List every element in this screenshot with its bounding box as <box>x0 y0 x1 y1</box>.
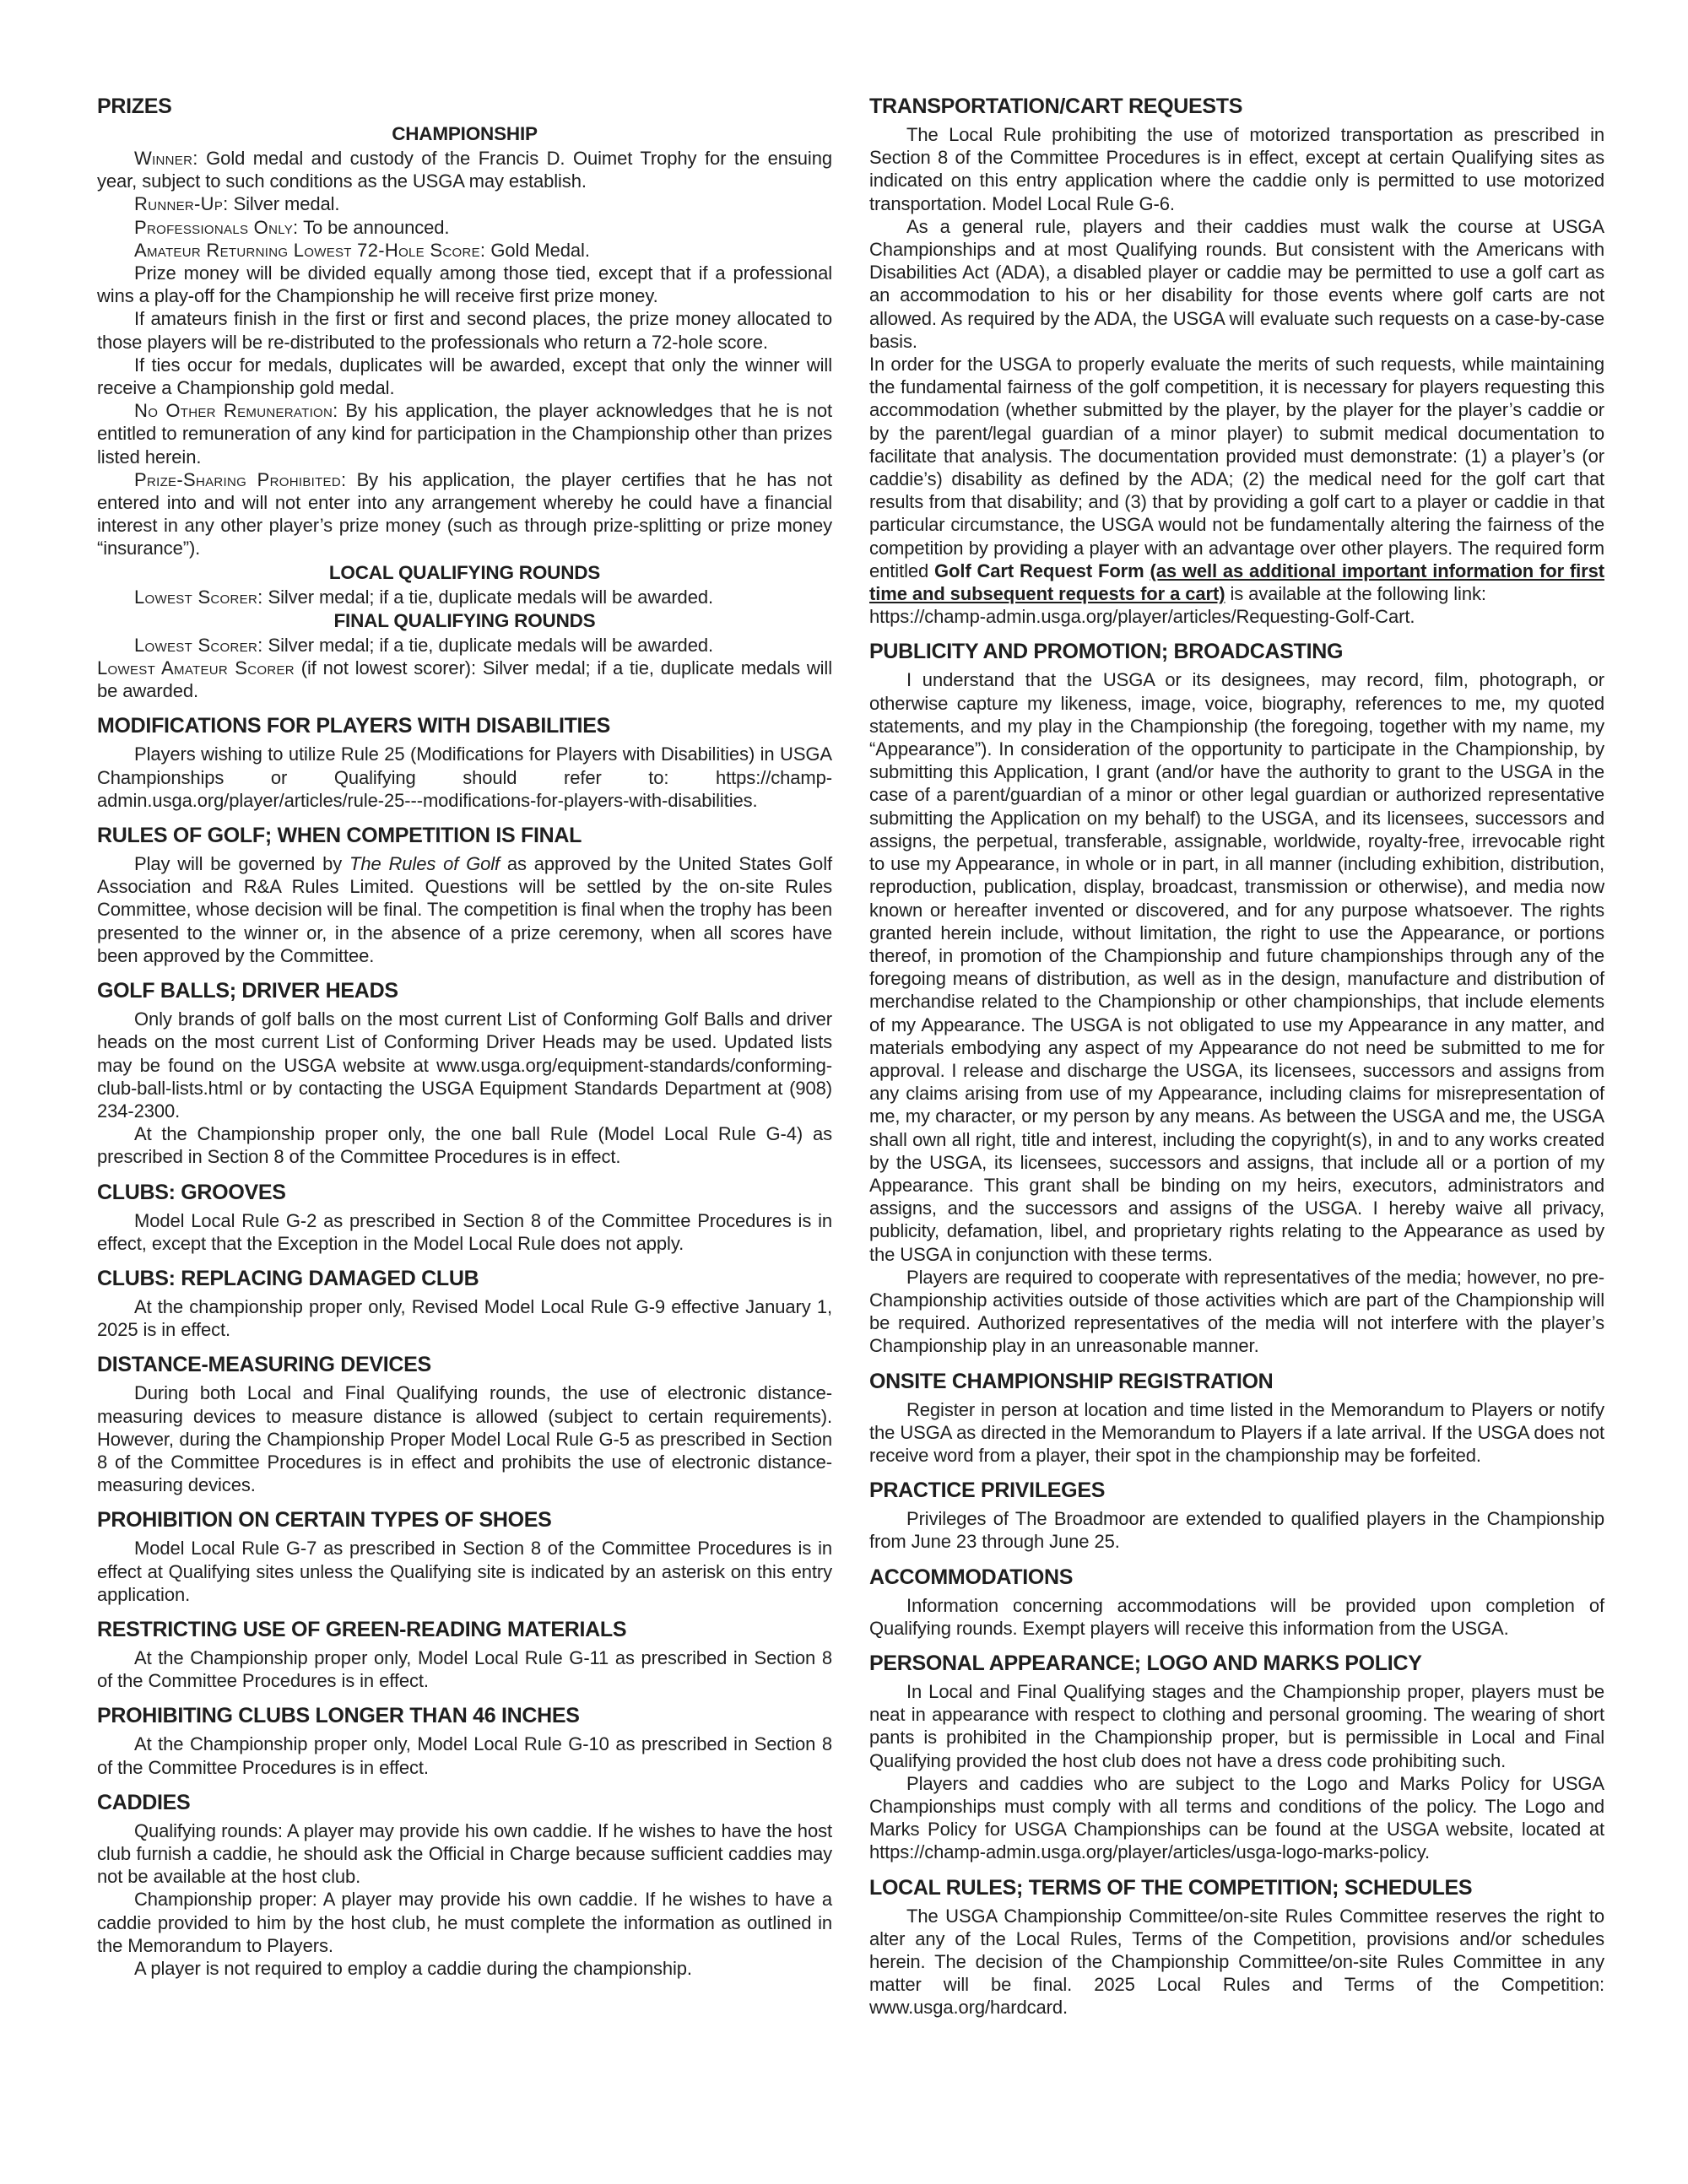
paragraph <box>97 1209 832 1255</box>
paragraph <box>97 1381 832 1496</box>
text-run: Model Local Rule G-2 as prescribed in Section 8 of the Committee Procedures is in effect, except that the Exception in the Model Local Rule does not apply. <box>97 1209 832 1254</box>
text-run: At the Championship proper only, Model Local Rule G-11 as prescribed in Section 8 of the Committee Procedures is in effect. <box>97 1646 832 1692</box>
section-heading: ONSITE CHAMPIONSHIP REGISTRATION <box>869 1369 1274 1393</box>
text-run: To be announced. <box>298 216 450 238</box>
section-heading: CLUBS: GROOVES <box>97 1180 286 1204</box>
section-heading: CLUBS: REPLACING DAMAGED CLUB <box>97 1266 479 1290</box>
paragraph <box>97 1819 832 1889</box>
paragraph <box>869 1594 1604 1640</box>
text-run: Championship proper: A player may provide his own caddie. If he wishes to have a caddie provided to him by the host club, he must complete the information as outlined in the Memorandum to Players. <box>97 1889 832 1956</box>
section-heading: PERSONAL APPEARANCE; LOGO AND MARKS POLICY <box>869 1651 1422 1675</box>
section-heading: DISTANCE-MEASURING DEVICES <box>97 1353 431 1377</box>
text-run: Model Local Rule G-7 as prescribed in Section 8 of the Committee Procedures is in effect at Qualifying sites unless the Qualifying site is indicated by an asterisk on this entry application. <box>97 1538 832 1605</box>
text-run: Players are required to cooperate with representatives of the media; however, no pre-Championship activities outside of those activities which are part of the Championship will be required. Authorized representatives of the media will not interfere with the player’s Championship play in an unreasonable manner. <box>869 1266 1604 1357</box>
text-run: At the championship proper only, Revised Model Local Rule G-9 effective January 1, 2025 is in effect. <box>97 1295 832 1341</box>
paragraph <box>869 1507 1604 1553</box>
text-run: Information concerning accommodations will be provided upon completion of Qualifying rounds. Exempt players will receive this information from the USGA. <box>869 1594 1604 1639</box>
text-run: Qualifying rounds: A player may provide his own caddie. If he wishes to have the host club furnish a caddie, he should ask the Official in Charge because sufficient caddies may not be available at the host club. <box>97 1819 832 1888</box>
paragraph <box>97 657 832 702</box>
text-run: If amateurs finish in the first or first and second places, the prize money allocated to those players will be re-distributed to the professionals who return a 72-hole score. <box>97 308 832 353</box>
paragraph <box>869 1680 1604 1772</box>
text-run: The USGA Championship Committee/on-site Rules Committee reserves the right to alter any of the Local Rules, Terms of the Competition, provisions and/or schedules herein. The decision of the Championship Committee/on-site Rules Committee in any matter will be final. 2025 Local Rules and Terms of the Competition: www.usga.org/hardcard. <box>869 1905 1604 2019</box>
text-run: Play will be governed by <box>134 853 350 875</box>
text-run: In Local and Final Qualifying stages and the Championship proper, players must be neat in appearance with respect to clothing and personal grooming. The wearing of short pants is prohibited in the Championship proper, but is permissible in Local and Final Qualifying provided the host club does not have a dress code prohibiting such. <box>869 1680 1604 1771</box>
small-caps-label: Professionals Only: <box>134 216 299 238</box>
section-heading: RESTRICTING USE OF GREEN-READING MATERIALS <box>97 1617 627 1641</box>
paragraph <box>869 353 1604 605</box>
paragraph <box>97 1888 832 1957</box>
paragraph <box>869 123 1604 215</box>
paragraph <box>97 1537 832 1606</box>
paragraph <box>869 1905 1604 2019</box>
paragraph <box>869 1266 1604 1358</box>
text-run: By his application, the player acknowledges that he is not entitled to remuneration of any kind for participation in the Championship other than prizes listed herein. <box>97 400 832 468</box>
paragraph <box>97 192 832 215</box>
italic-text: The Rules of Golf <box>349 853 500 875</box>
text-run: By his application, the player certifies that he has not entered into and will not enter into any arrangement whereby he could have a financial interest in any other player’s prize money (such as through prize-splitting or prize money “insurance”). <box>97 468 832 560</box>
text-run: Only brands of golf balls on the most current List of Conforming Golf Balls and driver heads on the most current List of Conforming Driver Heads may be used. Updated lists may be found on the USGA website at www.usga.org/equipment-standards/conforming-club-ball-lists.html or by contacting the USGA Equipment Standards Department at (908) 234-2300. <box>97 1008 832 1122</box>
small-caps-label: Winner: <box>134 148 198 169</box>
bold-underlined-text: (as well as additional important information for first time and subsequent requests for a cart) <box>869 560 1604 605</box>
section-heading: ACCOMMODATIONS <box>869 1565 1074 1589</box>
left-column <box>97 95 832 2019</box>
text-run: Register in person at location and time listed in the Memorandum to Players or notify the USGA as directed in the Memorandum to Players if a late arrival. If the USGA does not receive word from a player, their spot in the championship may be forfeited. <box>869 1398 1604 1466</box>
paragraph <box>869 1398 1604 1468</box>
paragraph <box>97 852 832 967</box>
text-run: as approved by the United States Golf Association and R&A Rules Limited. Questions will be settled by the on-site Rules Committee, whose decision will be final. The competition is final when the trophy has been presented to the winner or, in the absence of a prize ceremony, when all scores have been approved by the Committee. <box>97 853 832 966</box>
text-run: Gold medal and custody of the Francis D. Ouimet Trophy for the ensuing year, subject to such conditions as the USGA may establish. <box>97 148 832 192</box>
text-run: Silver medal; if a tie, duplicate medals will be awarded. <box>262 586 713 608</box>
paragraph <box>97 1733 832 1778</box>
paragraph <box>97 1122 832 1168</box>
text-run: https://champ-admin.usga.org/player/articles/Requesting-Golf-Cart. <box>869 606 1415 628</box>
paragraph <box>869 605 1604 628</box>
paragraph <box>97 1957 832 1980</box>
text-run: Privileges of The Broadmoor are extended to qualified players in the Championship from June 23 through June 25. <box>869 1508 1604 1553</box>
section-heading: PUBLICITY AND PROMOTION; BROADCASTING <box>869 640 1344 664</box>
text-run: A player is not required to employ a caddie during the championship. <box>134 1957 692 1979</box>
text-run: Prize money will be divided equally among those tied, except that if a professional wins a play-off for the Championship he will receive first prize money. <box>97 262 832 307</box>
paragraph <box>97 1008 832 1122</box>
section-heading: PRIZES <box>97 95 172 118</box>
small-caps-label: Prize-Sharing Prohibited: <box>134 468 347 490</box>
text-run: The Local Rule prohibiting the use of motorized transportation as prescribed in Section 8 of the Committee Procedures is in effect, except at certain Qualifying sites as indicated on this entry application where the caddie only is permitted to use motorized transportation. Model Local Rule G-6. <box>869 124 1604 214</box>
text-run: (if not lowest scorer): Silver medal; if a tie, duplicate medals will be awarded. <box>97 657 832 702</box>
text-run: If ties occur for medals, duplicates will be awarded, except that only the winner will receive a Championship gold medal. <box>97 354 832 399</box>
text-run: Silver medal. <box>228 193 340 215</box>
paragraph <box>97 307 832 353</box>
sub-heading: FINAL QUALIFYING ROUNDS <box>333 609 596 631</box>
right-column <box>869 95 1604 2019</box>
section-heading: LOCAL RULES; TERMS OF THE COMPETITION; SCHEDULES <box>869 1875 1473 1900</box>
paragraph <box>97 239 832 262</box>
paragraph <box>97 468 832 560</box>
paragraph <box>869 1772 1604 1864</box>
sub-heading: LOCAL QUALIFYING ROUNDS <box>328 561 601 583</box>
section-heading: TRANSPORTATION/CART REQUESTS <box>869 95 1243 118</box>
paragraph <box>869 215 1604 353</box>
small-caps-label: Runner-Up: <box>134 193 229 215</box>
text-run: As a general rule, players and their caddies must walk the course at USGA Championships and at most Qualifying rounds. But consistent with the Americans with Disabilities Act (ADA), a disabled player or caddie may be permitted to use a golf cart as an accommodation to his or her disability for those events where golf carts are not allowed. As required by the ADA, the USGA will evaluate such requests on a case-by-case basis. <box>869 215 1604 352</box>
paragraph <box>97 399 832 468</box>
small-caps-label: Lowest Amateur Scorer <box>97 657 295 679</box>
paragraph <box>97 147 832 192</box>
section-heading: PROHIBITING CLUBS LONGER THAN 46 INCHES <box>97 1704 580 1728</box>
section-heading: PROHIBITION ON CERTAIN TYPES OF SHOES <box>97 1508 552 1533</box>
paragraph <box>97 354 832 399</box>
text-run: Gold Medal. <box>485 239 590 261</box>
paragraph <box>97 634 832 657</box>
section-heading: GOLF BALLS; DRIVER HEADS <box>97 979 398 1003</box>
text-run: Players wishing to utilize Rule 25 (Modifications for Players with Disabilities) in USGA Championships or Qualifying should refer to: https://champ-admin.usga.org/player/articles/rule-25---modifications-for-players-with-disabilities. <box>97 743 832 811</box>
small-caps-label: Lowest Scorer: <box>134 634 263 656</box>
paragraph <box>97 1295 832 1341</box>
text-run: In order for the USGA to properly evaluate the merits of such requests, while maintaining the fundamental fairness of the golf competition, it is necessary for players requesting this accommodation (whether submitted by the player, by the player for the player’s caddie or by the parent/legal guardian of a minor player) to submit medical documentation to facilitate that analysis. The documentation provided must demonstrate: (1) a player’s (or caddie’s) disability as defined by the ADA; (2) the medical need for the golf cart that results from that disability; and (3) that by providing a golf cart to a player or caddie in that particular circumstance, the USGA would not be fundamentally altering the fairness of the competition by providing a player with an advantage over other players. The required form entitled <box>869 354 1604 581</box>
text-run: At the Championship proper only, Model Local Rule G-10 as prescribed in Section 8 of the Committee Procedures is in effect. <box>97 1733 832 1778</box>
section-heading: CADDIES <box>97 1790 191 1814</box>
section-heading: MODIFICATIONS FOR PLAYERS WITH DISABILITIES <box>97 714 610 738</box>
text-run: At the Championship proper only, the one ball Rule (Model Local Rule G-4) as prescribed in Section 8 of the Committee Procedures is in effect. <box>97 1123 832 1168</box>
paragraph <box>97 1646 832 1692</box>
section-heading: RULES OF GOLF; WHEN COMPETITION IS FINAL <box>97 824 582 848</box>
text-run: Players and caddies who are subject to the Logo and Marks Policy for USGA Championships must comply with all terms and conditions of the policy. The Logo and Marks Policy for USGA Championships can be found at the USGA website, located at https://champ-admin.usga.org/player/articles/usga-logo-marks-policy. <box>869 1772 1604 1863</box>
small-caps-label: No Other Remuneration: <box>134 400 338 422</box>
paragraph <box>869 668 1604 1265</box>
paragraph <box>97 743 832 812</box>
section-heading: PRACTICE PRIVILEGES <box>869 1479 1106 1503</box>
small-caps-label: Lowest Scorer: <box>134 586 263 608</box>
sub-heading: CHAMPIONSHIP <box>392 123 538 144</box>
text-run: During both Local and Final Qualifying rounds, the use of electronic distance-measuring devices to measure distance is allowed (subject to certain requirements). However, during the Championship Proper Model Local Rule G-5 as prescribed in Section 8 of the Committee Procedures is in effect and prohibits the use of electronic distance-measuring devices. <box>97 1382 832 1496</box>
paragraph <box>97 216 832 239</box>
paragraph <box>97 262 832 307</box>
text-run: I understand that the USGA or its designees, may record, film, photograph, or otherwise capture my likeness, image, voice, biography, references to me, my quoted statements, and my play in the Championship (the foregoing, together with my name, my “Appearance”). In consideration of the opportunity to participate in the Championship, by submitting this Application, I grant (and/or have the authority to grant to the USGA in the case of a parent/guardian of a minor or other legal guardian or authorized representative submitting the Application on my behalf) to the USGA, and its licensees, successors and assigns, the perpetual, transferable, assignable, worldwide, royalty-free, irrevocable right to use my Appearance, in whole or in part, in all manner (including exhibition, distribution, reproduction, publication, display, broadcast, transmission or otherwise), and media now known or hereafter invented or discovered, and for any purpose whatsoever. The rights granted herein include, without limitation, the right to use the Appearance, or portions thereof, in promotion of the Championship and future championships through any of the foregoing means of distribution, as well as in the design, manufacture and distribution of merchandise related to the Championship or other championships, that include elements of my Appearance. The USGA is not obligated to use my Appearance in any matter, and materials embodying any aspect of my Appearance do not need be submitted to me for approval. I release and discharge the USGA, its licensees, successors and assigns from any claims arising from use of my Appearance, including claims for misrepresentation of me, my character, or my person by any means. As between the USGA and me, the USGA shall own all right, title and interest, including the copyright(s), in and to any works created by the USGA, its licensees, successors and assigns, that include all or a portion of my Appearance. This grant shall be binding on my heirs, executors, administrators and assigns, and the successors and assigns of the USGA. I hereby waive all privacy, publicity, defamation, libel, and proprietary rights relating to the Appearance as used by the USGA in conjunction with these terms. <box>869 669 1604 1265</box>
text-run: Silver medal; if a tie, duplicate medals will be awarded. <box>262 634 713 656</box>
bold-text: Golf Cart Request Form <box>934 560 1150 581</box>
text-run: is available at the following link: <box>1225 583 1486 605</box>
paragraph <box>97 586 832 608</box>
small-caps-label: Amateur Returning Lowest 72-Hole Score: <box>134 239 486 261</box>
